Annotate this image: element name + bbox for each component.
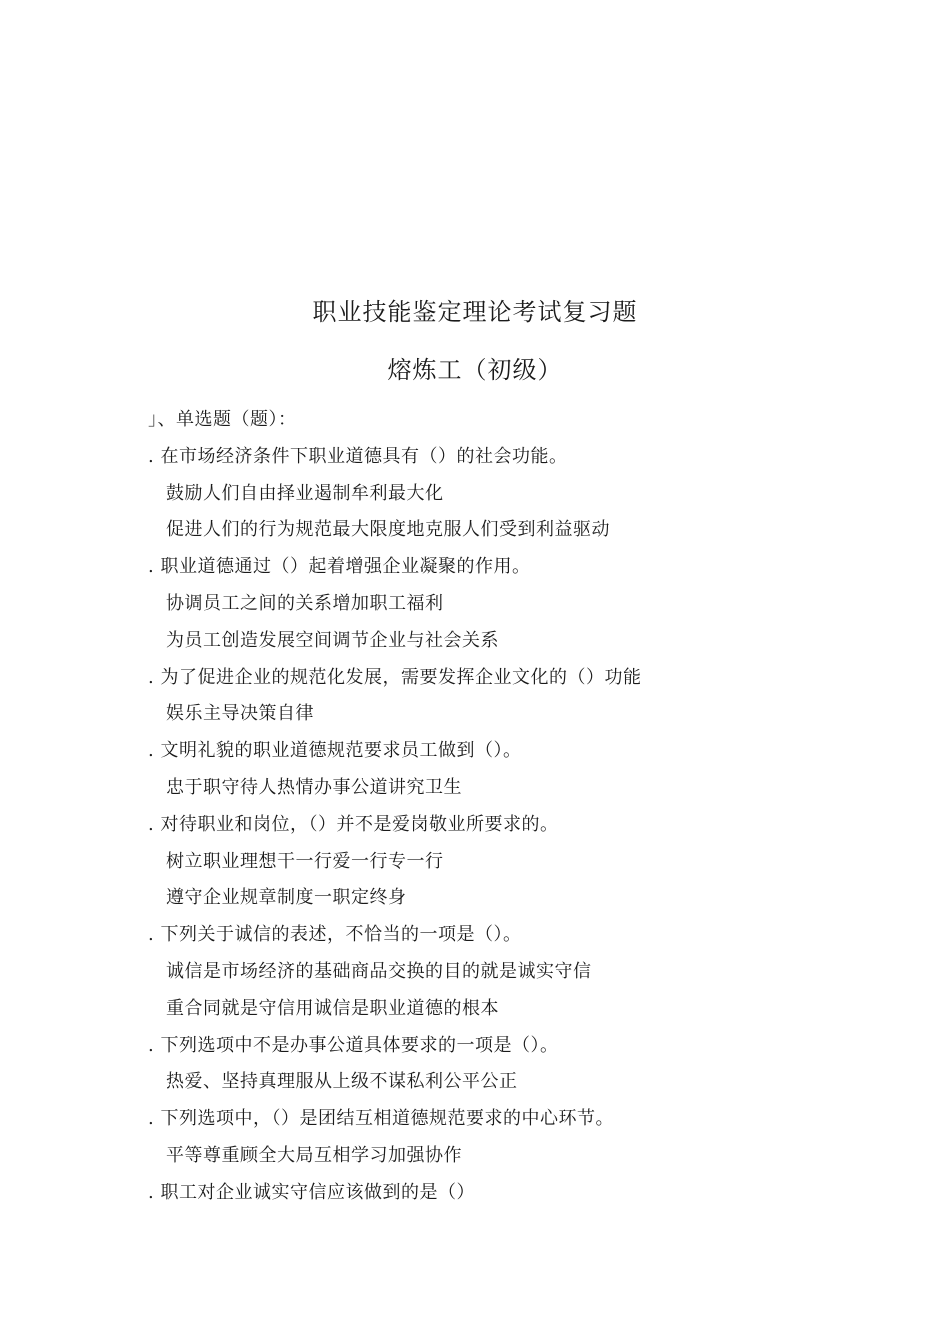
question-text: . 为了促进企业的规范化发展，需要发挥企业文化的（）功能 <box>148 666 642 688</box>
answer-options-line: 娱乐主导决策自律 <box>166 703 314 725</box>
question-text: . 职工对企业诚实守信应该做到的是（） <box>148 1181 475 1203</box>
answer-options-line: 遵守企业规章制度一职定终身 <box>166 887 407 909</box>
question-list <box>148 402 848 1212</box>
answer-options-line: 树立职业理想干一行爱一行专一行 <box>166 850 444 872</box>
answer-options-line: 协调员工之间的关系增加职工福利 <box>166 592 444 614</box>
answer-options-line: 诚信是市场经济的基础商品交换的目的就是诚实守信 <box>166 960 592 982</box>
question-text: . 下列关于诚信的表述，不恰当的一项是（）。 <box>148 924 522 946</box>
answer-options-line: 鼓励人们自由择业遏制牟利最大化 <box>166 482 444 504</box>
answer-options-line: 热爱、坚持真理服从上级不谋私利公平公正 <box>166 1071 518 1093</box>
answer-options-line: 促进人们的行为规范最大限度地克服人们受到利益驱动 <box>166 519 610 541</box>
document-title: 职业技能鉴定理论考试复习题 <box>312 298 638 326</box>
question-text: . 在市场经济条件下职业道德具有（）的社会功能。 <box>148 445 568 467</box>
section-heading: 」、单选题（题）： <box>148 409 297 430</box>
answer-options-line: 为员工创造发展空间调节企业与社会关系 <box>166 629 499 651</box>
question-text: . 下列选项中，（）是团结互相道德规范要求的中心环节。 <box>148 1108 614 1130</box>
answer-options-line: 重合同就是守信用诚信是职业道德的根本 <box>166 997 499 1019</box>
question-text: . 职业道德通过（）起着增强企业凝聚的作用。 <box>148 556 531 578</box>
question-text: . 下列选项中不是办事公道具体要求的一项是（）。 <box>148 1034 559 1056</box>
answer-options-line: 忠于职守待人热情办事公道讲究卫生 <box>166 776 462 798</box>
question-text: . 对待职业和岗位，（）并不是爱岗敬业所要求的。 <box>148 813 559 835</box>
question-text: . 文明礼貌的职业道德规范要求员工做到（）。 <box>148 740 522 762</box>
document-subtitle: 熔炼工（初级） <box>387 356 563 384</box>
answer-options-line: 平等尊重顾全大局互相学习加强协作 <box>166 1144 462 1166</box>
